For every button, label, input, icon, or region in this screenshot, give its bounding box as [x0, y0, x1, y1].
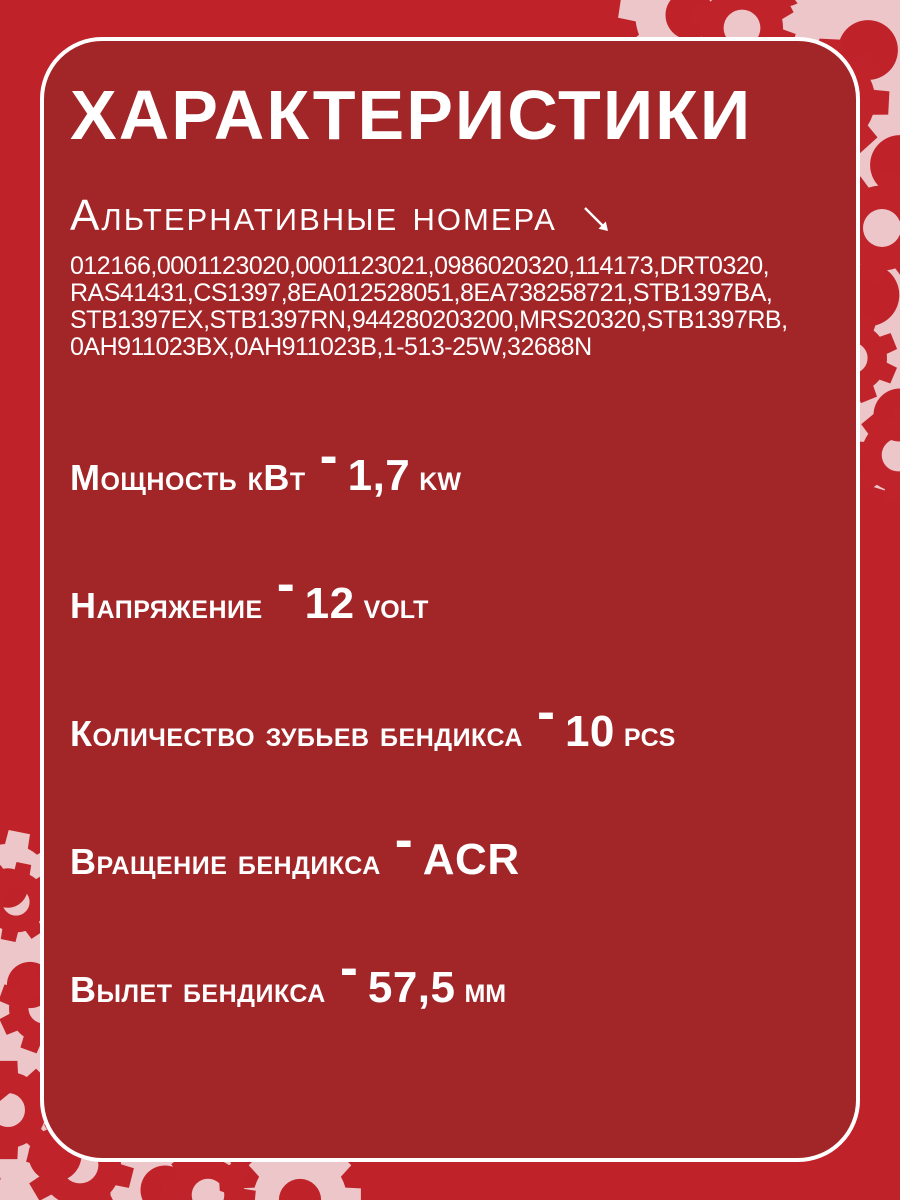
spec-label: Вращение бендикса — [70, 841, 381, 882]
spec-row-voltage — [70, 553, 675, 643]
arrow-down-right-icon — [579, 202, 615, 238]
spec-card — [40, 37, 860, 1162]
spec-label: Мощность кВт — [70, 457, 306, 498]
spec-unit: kw — [419, 457, 461, 498]
alt-numbers-heading: Альтернативные номера — [70, 191, 557, 240]
spec-value: 1,7 — [347, 451, 411, 500]
spec-label: Напряжение — [70, 585, 263, 626]
alt-numbers-list — [70, 253, 788, 361]
spec-unit: мм — [464, 969, 507, 1010]
page-title: ХАРАКТЕРИСТИКИ — [70, 76, 753, 154]
spec-row-power — [70, 425, 675, 515]
spec-value: 57,5 — [367, 963, 456, 1012]
alt-numbers-line: 0AH911023BX,0AH911023B,1-513-25W,32688N — [70, 333, 592, 361]
alt-numbers-heading-row — [70, 191, 615, 241]
spec-separator: - — [319, 425, 338, 486]
spec-list — [70, 425, 676, 1027]
spec-separator: - — [536, 681, 555, 742]
alt-numbers-line: 012166,0001123020,0001123021,0986020320,114173,DRT0320, — [70, 252, 770, 280]
spec-row-teeth-count — [70, 681, 676, 771]
spec-value: 12 — [304, 579, 355, 628]
spec-value: 10 — [564, 707, 615, 756]
spec-separator: - — [394, 809, 413, 870]
spec-label: Количество зубьев бендикса — [70, 713, 523, 754]
spec-separator: - — [339, 937, 358, 998]
spec-unit: volt — [363, 585, 429, 626]
spec-row-pinion-offset — [70, 937, 675, 1027]
alt-numbers-line: STB1397EX,STB1397RN,944280203200,MRS20320,STB1397RB, — [70, 306, 788, 334]
spec-row-rotation — [70, 809, 675, 899]
spec-label: Вылет бендикса — [70, 969, 326, 1010]
spec-value: ACR — [422, 835, 520, 884]
spec-separator: - — [276, 553, 295, 614]
alt-numbers-line: RAS41431,CS1397,8EA012528051,8EA738258721,STB1397BA, — [70, 279, 773, 307]
spec-unit: pcs — [623, 713, 676, 754]
